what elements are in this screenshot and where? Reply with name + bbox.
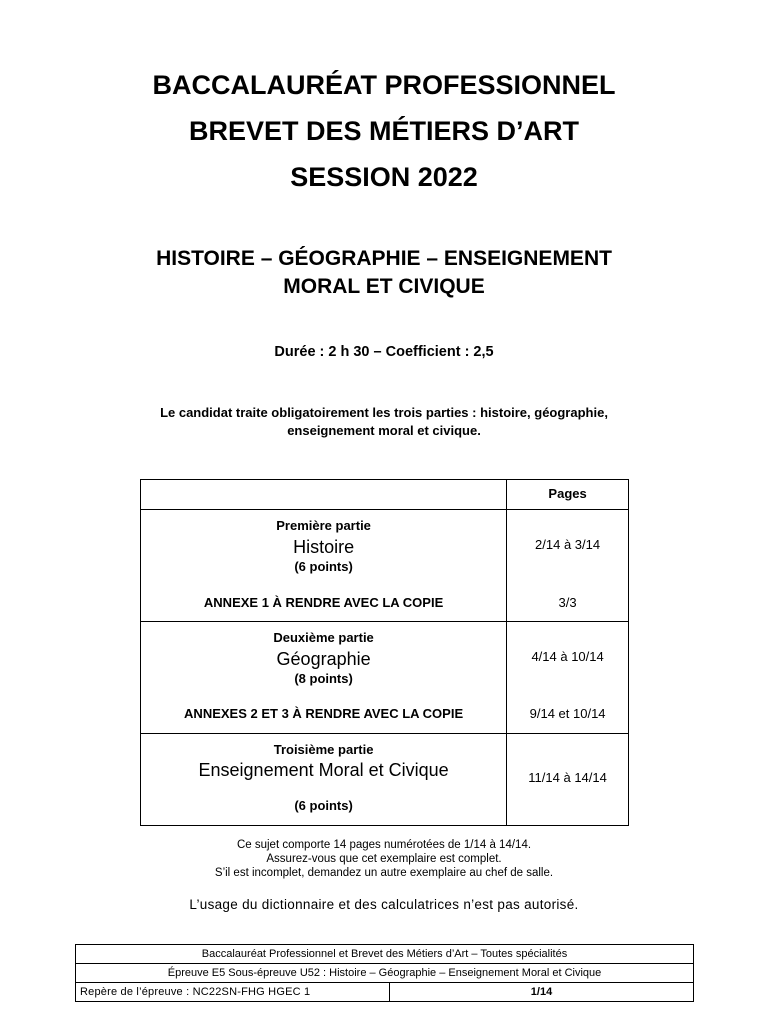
parts-table bbox=[140, 479, 629, 826]
note-incomplete: S’il est incomplet, demandez un autre exemplaire au chef de salle. bbox=[214, 867, 554, 879]
table-row bbox=[141, 510, 629, 622]
note-page-count: Ce sujet comporte 14 pages numérotées de 1/14 à 14/14. bbox=[236, 839, 532, 851]
footer-subject-line: Épreuve E5 Sous-épreuve U52 : Histoire – Géographie – Enseignement Moral et Civique bbox=[76, 964, 694, 983]
part-name: Histoire bbox=[293, 537, 355, 557]
note-check-complete: Assurez-vous que cet exemplaire est complet. bbox=[266, 853, 502, 865]
footer-exam-line: Baccalauréat Professionnel et Brevet des Métiers d’Art – Toutes spécialités bbox=[76, 945, 694, 964]
footer-row bbox=[76, 964, 694, 983]
subject-title-line2: MORAL ET CIVIQUE bbox=[283, 275, 485, 298]
footer-table bbox=[75, 944, 694, 1002]
part-points: (6 points) bbox=[294, 798, 353, 813]
footer-exam-code: Repère de l’épreuve : NC22SN-FHG HGEC 1 bbox=[76, 983, 390, 1002]
annex-pages: 3/3 bbox=[558, 595, 577, 610]
part-points: (8 points) bbox=[294, 671, 353, 686]
usage-notice: L’usage du dictionnaire et des calculatrices n’est pas autorisé. bbox=[189, 897, 579, 912]
part-pages: 4/14 à 10/14 bbox=[531, 649, 604, 664]
subject-title-line1: HISTOIRE – GÉOGRAPHIE – ENSEIGNEMENT bbox=[156, 247, 612, 270]
exam-subtitle: BREVET DES MÉTIERS D’ART bbox=[188, 116, 580, 146]
table-row bbox=[141, 622, 629, 734]
pages-header: Pages bbox=[507, 480, 629, 510]
annex-label: ANNEXES 2 ET 3 À RENDRE AVEC LA COPIE bbox=[184, 706, 464, 721]
part-pages: 11/14 à 14/14 bbox=[528, 770, 607, 785]
annex-label: ANNEXE 1 À RENDRE AVEC LA COPIE bbox=[203, 595, 444, 610]
session-year: SESSION 2022 bbox=[290, 162, 478, 192]
exam-title: BACCALAURÉAT PROFESSIONNEL bbox=[152, 70, 616, 100]
footer-row bbox=[76, 945, 694, 964]
annex-pages: 9/14 et 10/14 bbox=[529, 706, 606, 721]
part-pages: 2/14 à 3/14 bbox=[535, 537, 601, 552]
duration-coefficient: Durée : 2 h 30 – Coefficient : 2,5 bbox=[274, 344, 494, 360]
footer-page-number: 1/14 bbox=[390, 983, 694, 1002]
part-label: Troisième partie bbox=[273, 742, 374, 757]
header-empty-cell bbox=[141, 480, 507, 510]
part-name: Enseignement Moral et Civique bbox=[198, 760, 449, 780]
instructions-line2: enseignement moral et civique. bbox=[287, 423, 481, 438]
part-points: (6 points) bbox=[294, 559, 353, 574]
part-label: Deuxième partie bbox=[273, 630, 374, 645]
instructions-line1: Le candidat traite obligatoirement les trois parties : histoire, géographie, bbox=[160, 405, 608, 420]
part-label: Première partie bbox=[276, 518, 371, 533]
table-row bbox=[141, 734, 629, 826]
footer-row bbox=[76, 983, 694, 1002]
part-name: Géographie bbox=[276, 649, 371, 669]
table-header-row bbox=[141, 480, 629, 510]
